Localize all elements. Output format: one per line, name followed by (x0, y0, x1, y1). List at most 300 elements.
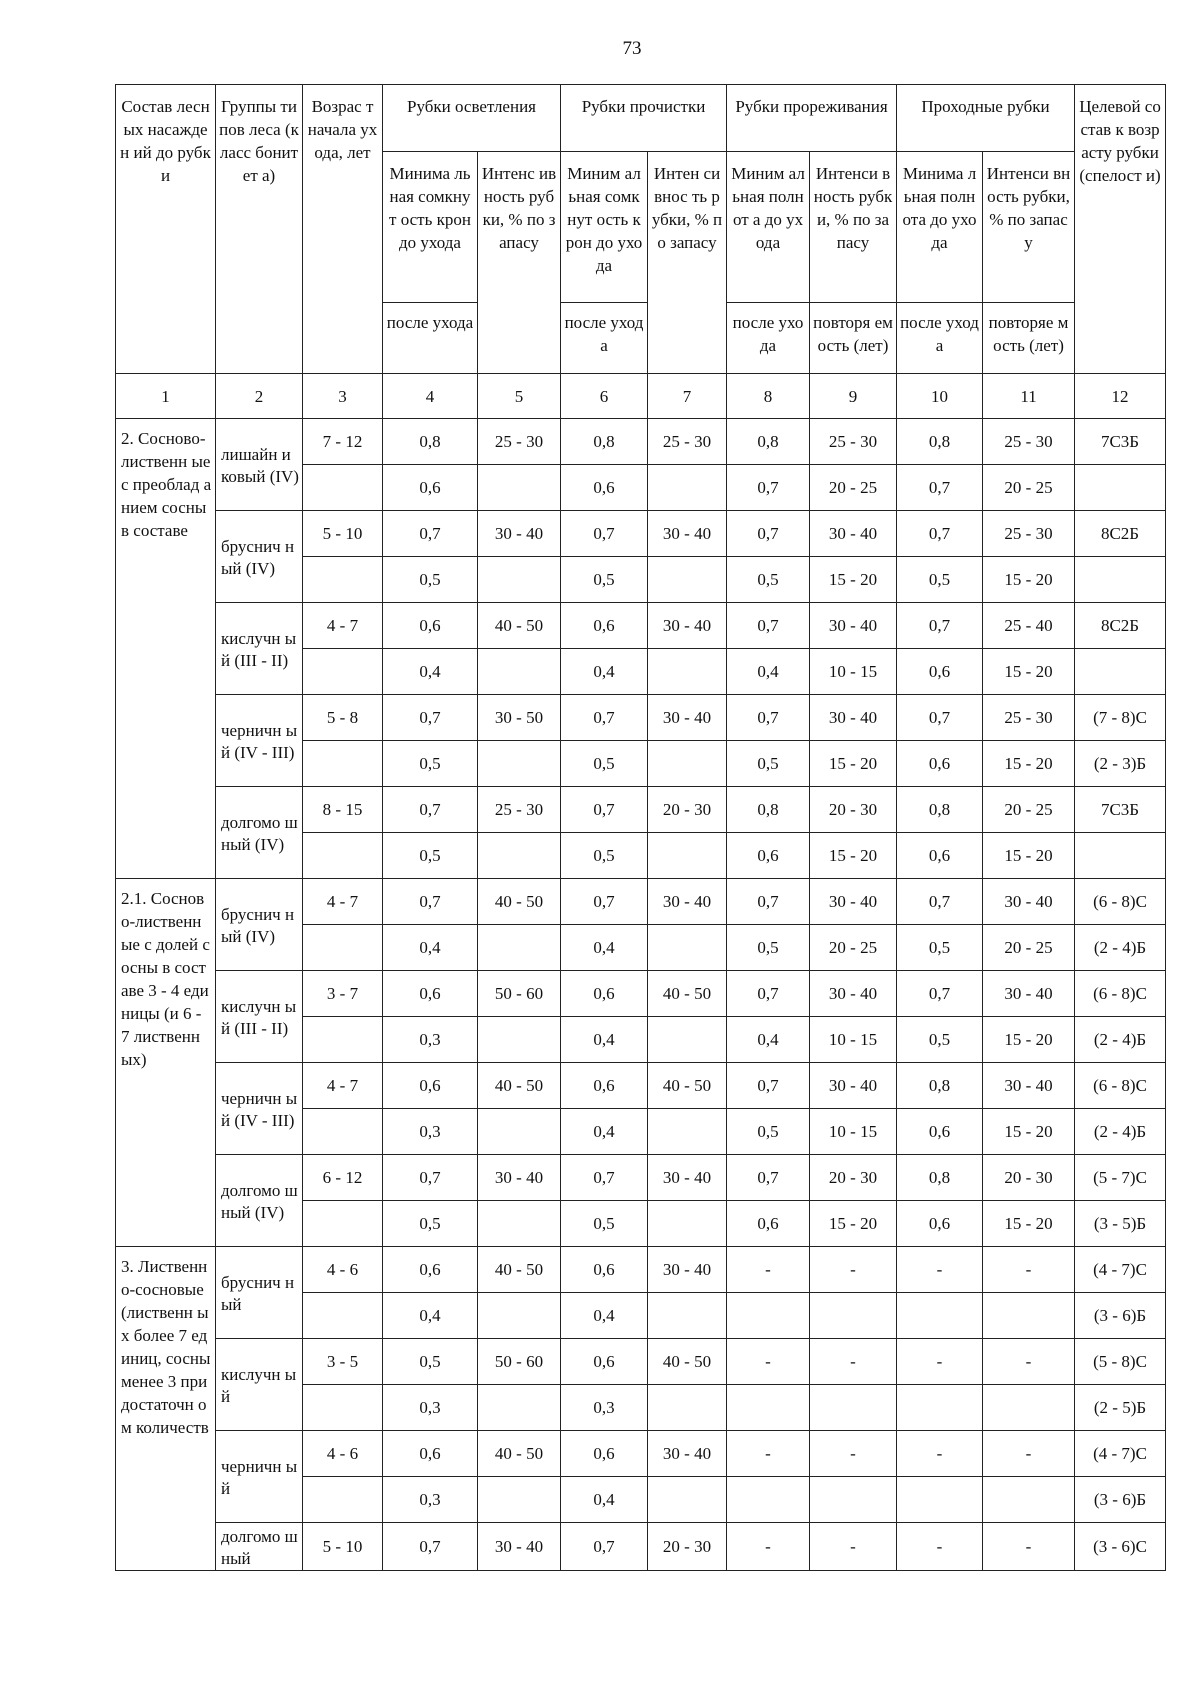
value-cell: 0,7 (561, 787, 648, 833)
value-cell: - (897, 1339, 983, 1385)
value-cell: 0,8 (561, 419, 648, 465)
header-col7: Интен сивнос ть рубки, % по запасу (648, 152, 727, 374)
column-number: 12 (1075, 374, 1166, 419)
value-cell: 4 - 7 (303, 879, 383, 925)
value-cell: 0,4 (561, 925, 648, 971)
header-thinning-cuttings: Рубки прореживания (727, 85, 897, 152)
value-cell: 0,6 (561, 465, 648, 511)
value-cell: 0,6 (897, 741, 983, 787)
table-row (116, 787, 1166, 833)
forest-type-cell: лишайн иковый (IV) (216, 419, 303, 511)
value-cell: 10 - 15 (810, 649, 897, 695)
value-cell: 40 - 50 (648, 1339, 727, 1385)
value-cell (478, 1017, 561, 1063)
value-cell (983, 1293, 1075, 1339)
value-cell (727, 1293, 810, 1339)
value-cell: 25 - 30 (983, 419, 1075, 465)
value-cell: (2 - 5)Б (1075, 1385, 1166, 1431)
value-cell: 6 - 12 (303, 1155, 383, 1201)
value-cell: 0,7 (897, 879, 983, 925)
value-cell: 15 - 20 (810, 741, 897, 787)
value-cell: 30 - 40 (810, 511, 897, 557)
value-cell (478, 1385, 561, 1431)
value-cell (897, 1477, 983, 1523)
value-cell (1075, 465, 1166, 511)
value-cell: 0,6 (383, 465, 478, 511)
value-cell: 0,7 (561, 511, 648, 557)
value-cell: 0,7 (897, 511, 983, 557)
value-cell (303, 1201, 383, 1247)
table-row (116, 971, 1166, 1017)
header-col9-top: Интенси вность рубки, % по запасу (810, 152, 897, 303)
value-cell: - (810, 1523, 897, 1571)
value-cell (303, 1017, 383, 1063)
value-cell: - (897, 1523, 983, 1571)
value-cell: 0,5 (561, 833, 648, 879)
value-cell: 40 - 50 (478, 1431, 561, 1477)
value-cell (478, 1293, 561, 1339)
forest-type-cell: долгомо шный (216, 1523, 303, 1571)
value-cell: 40 - 50 (478, 1247, 561, 1293)
value-cell: 30 - 40 (983, 879, 1075, 925)
table-row (116, 511, 1166, 557)
value-cell (810, 1385, 897, 1431)
value-cell (648, 1201, 727, 1247)
value-cell: 30 - 40 (648, 879, 727, 925)
column-number: 11 (983, 374, 1075, 419)
value-cell: 15 - 20 (983, 557, 1075, 603)
header-col11-bottom: повторяе мость (лет) (983, 303, 1075, 374)
value-cell: 0,8 (383, 419, 478, 465)
value-cell: - (983, 1523, 1075, 1571)
value-cell: (2 - 4)Б (1075, 1017, 1166, 1063)
value-cell: 8 - 15 (303, 787, 383, 833)
value-cell: 0,6 (383, 1063, 478, 1109)
column-number: 1 (116, 374, 216, 419)
value-cell: 15 - 20 (810, 833, 897, 879)
value-cell: 30 - 40 (648, 1431, 727, 1477)
composition-cell: 2.1. Сосново-лиственн ые с долей сосны в составе 3 - 4 единицы (и 6 - 7 лиственн ых) (116, 879, 216, 1247)
value-cell: 0,5 (727, 741, 810, 787)
header-col10-bottom: после ухода (897, 303, 983, 374)
value-cell: 40 - 50 (648, 1063, 727, 1109)
value-cell: - (810, 1339, 897, 1385)
value-cell: 0,5 (383, 833, 478, 879)
forest-type-cell: бруснич ный (IV) (216, 879, 303, 971)
value-cell: 15 - 20 (983, 833, 1075, 879)
header-start-age: Возрас т начала ухода, лет (303, 85, 383, 374)
value-cell (727, 1385, 810, 1431)
header-composition: Состав лесных насажден ий до рубки (116, 85, 216, 374)
value-cell: 0,7 (727, 511, 810, 557)
value-cell: 0,7 (561, 1155, 648, 1201)
value-cell: 30 - 40 (478, 511, 561, 557)
forest-type-cell: долгомо шный (IV) (216, 787, 303, 879)
value-cell: 0,7 (383, 879, 478, 925)
value-cell: 0,7 (727, 971, 810, 1017)
value-cell: (3 - 6)Б (1075, 1293, 1166, 1339)
header-clearing-cuttings: Рубки осветления (383, 85, 561, 152)
value-cell: 0,5 (383, 741, 478, 787)
value-cell: 0,4 (727, 649, 810, 695)
value-cell: 15 - 20 (810, 557, 897, 603)
value-cell: 0,4 (561, 1477, 648, 1523)
column-number: 3 (303, 374, 383, 419)
value-cell: 4 - 7 (303, 603, 383, 649)
value-cell: - (983, 1431, 1075, 1477)
forest-care-table (115, 84, 1166, 1571)
value-cell: 0,7 (897, 971, 983, 1017)
value-cell: 0,6 (561, 1063, 648, 1109)
value-cell: - (897, 1431, 983, 1477)
forest-type-cell: долгомо шный (IV) (216, 1155, 303, 1247)
composition-cell: 2. Сосново-лиственн ые с преоблад анием сосны в составе (116, 419, 216, 879)
value-cell: (2 - 4)Б (1075, 1109, 1166, 1155)
value-cell: 0,8 (897, 419, 983, 465)
value-cell: 30 - 40 (648, 1247, 727, 1293)
value-cell: 0,8 (897, 1063, 983, 1109)
value-cell: 10 - 15 (810, 1109, 897, 1155)
value-cell: 0,6 (383, 1431, 478, 1477)
value-cell: 0,7 (727, 465, 810, 511)
header-col10-top: Минима льная полнота до ухода (897, 152, 983, 303)
value-cell: (6 - 8)С (1075, 971, 1166, 1017)
value-cell: 3 - 5 (303, 1339, 383, 1385)
value-cell: 0,8 (897, 787, 983, 833)
table-row (116, 1247, 1166, 1293)
value-cell (478, 741, 561, 787)
header-col5: Интенс ивность рубки, % по запасу (478, 152, 561, 374)
column-number: 9 (810, 374, 897, 419)
value-cell: (5 - 7)С (1075, 1155, 1166, 1201)
value-cell: 0,7 (727, 879, 810, 925)
value-cell: 25 - 40 (983, 603, 1075, 649)
value-cell: 0,5 (897, 925, 983, 971)
value-cell: 0,7 (727, 1063, 810, 1109)
value-cell: 0,3 (561, 1385, 648, 1431)
value-cell: 0,4 (561, 1109, 648, 1155)
table-row (116, 695, 1166, 741)
value-cell (648, 649, 727, 695)
value-cell: 10 - 15 (810, 1017, 897, 1063)
value-cell: 0,6 (727, 833, 810, 879)
value-cell: 0,6 (383, 1247, 478, 1293)
value-cell: 8С2Б (1075, 603, 1166, 649)
value-cell: 0,7 (897, 695, 983, 741)
value-cell: 0,7 (727, 695, 810, 741)
value-cell (810, 1293, 897, 1339)
value-cell (1075, 833, 1166, 879)
table-row (116, 603, 1166, 649)
value-cell: 0,6 (561, 1247, 648, 1293)
value-cell: 30 - 40 (810, 603, 897, 649)
forest-type-cell: черничн ый (IV - III) (216, 695, 303, 787)
value-cell: - (983, 1339, 1075, 1385)
table-row (116, 419, 1166, 465)
header-col8-top: Миним альная полнот а до ухода (727, 152, 810, 303)
value-cell: 7С3Б (1075, 419, 1166, 465)
value-cell: 0,7 (383, 1523, 478, 1571)
column-number: 5 (478, 374, 561, 419)
value-cell: 0,7 (383, 695, 478, 741)
value-cell (478, 1477, 561, 1523)
value-cell: 0,5 (561, 741, 648, 787)
value-cell: 0,5 (897, 1017, 983, 1063)
value-cell: - (810, 1247, 897, 1293)
value-cell: 0,3 (383, 1017, 478, 1063)
value-cell: 7С3Б (1075, 787, 1166, 833)
value-cell (810, 1477, 897, 1523)
value-cell: 3 - 7 (303, 971, 383, 1017)
value-cell: 25 - 30 (983, 695, 1075, 741)
value-cell: 20 - 25 (983, 465, 1075, 511)
value-cell (648, 833, 727, 879)
value-cell (303, 833, 383, 879)
value-cell: 30 - 40 (648, 1155, 727, 1201)
column-number: 8 (727, 374, 810, 419)
value-cell: 0,5 (897, 557, 983, 603)
value-cell: 0,4 (383, 1293, 478, 1339)
table-row (116, 1063, 1166, 1109)
table-body (116, 374, 1166, 1571)
value-cell: 30 - 40 (810, 1063, 897, 1109)
value-cell (648, 925, 727, 971)
value-cell: 0,3 (383, 1109, 478, 1155)
header-target-composition: Целевой состав к возрасту рубки (спелост и) (1075, 85, 1166, 374)
table-row (116, 1155, 1166, 1201)
value-cell: 0,5 (561, 1201, 648, 1247)
table-row (116, 1339, 1166, 1385)
value-cell: 15 - 20 (983, 741, 1075, 787)
value-cell: - (983, 1247, 1075, 1293)
value-cell: 0,5 (727, 925, 810, 971)
value-cell (478, 1201, 561, 1247)
value-cell: - (727, 1431, 810, 1477)
value-cell (983, 1385, 1075, 1431)
value-cell: 0,8 (897, 1155, 983, 1201)
value-cell: 15 - 20 (983, 1201, 1075, 1247)
header-cleaning-cuttings: Рубки прочистки (561, 85, 727, 152)
value-cell: 0,6 (383, 603, 478, 649)
table-row (116, 1431, 1166, 1477)
value-cell (303, 1385, 383, 1431)
value-cell: 8С2Б (1075, 511, 1166, 557)
value-cell: (2 - 4)Б (1075, 925, 1166, 971)
header-col4-bottom: после ухода (383, 303, 478, 374)
value-cell: - (897, 1247, 983, 1293)
value-cell: (4 - 7)С (1075, 1247, 1166, 1293)
value-cell (1075, 557, 1166, 603)
value-cell: 50 - 60 (478, 971, 561, 1017)
value-cell: - (727, 1247, 810, 1293)
column-number: 7 (648, 374, 727, 419)
value-cell: 5 - 10 (303, 511, 383, 557)
value-cell: 0,6 (383, 971, 478, 1017)
column-number: 2 (216, 374, 303, 419)
value-cell: 0,6 (561, 971, 648, 1017)
value-cell (303, 925, 383, 971)
header-col9-bottom: повторя емость (лет) (810, 303, 897, 374)
value-cell: 40 - 50 (478, 603, 561, 649)
value-cell: (7 - 8)С (1075, 695, 1166, 741)
forest-type-cell: бруснич ный (IV) (216, 511, 303, 603)
value-cell (1075, 649, 1166, 695)
value-cell (648, 465, 727, 511)
value-cell: 30 - 40 (648, 603, 727, 649)
value-cell: 5 - 8 (303, 695, 383, 741)
value-cell (303, 649, 383, 695)
table-row (116, 879, 1166, 925)
value-cell: 0,5 (561, 557, 648, 603)
value-cell: (2 - 3)Б (1075, 741, 1166, 787)
column-number: 6 (561, 374, 648, 419)
value-cell: 0,7 (727, 603, 810, 649)
value-cell: 0,4 (561, 1293, 648, 1339)
value-cell (478, 833, 561, 879)
value-cell: 30 - 50 (478, 695, 561, 741)
value-cell (648, 1109, 727, 1155)
column-number: 4 (383, 374, 478, 419)
value-cell (648, 741, 727, 787)
value-cell: 25 - 30 (478, 419, 561, 465)
value-cell: 40 - 50 (478, 879, 561, 925)
value-cell: 0,4 (383, 925, 478, 971)
value-cell (648, 1477, 727, 1523)
value-cell (303, 1293, 383, 1339)
header-col11-top: Интенси вность рубки, % по запасу (983, 152, 1075, 303)
value-cell: 20 - 25 (983, 787, 1075, 833)
value-cell: 0,7 (561, 695, 648, 741)
forest-type-cell: кислучн ый (III - II) (216, 603, 303, 695)
value-cell: 0,6 (561, 1431, 648, 1477)
value-cell (303, 557, 383, 603)
value-cell (478, 925, 561, 971)
forest-type-cell: черничн ый (216, 1431, 303, 1523)
column-number-row (116, 374, 1166, 419)
value-cell: 25 - 30 (810, 419, 897, 465)
value-cell: 20 - 30 (983, 1155, 1075, 1201)
value-cell: - (727, 1339, 810, 1385)
value-cell: 20 - 25 (810, 925, 897, 971)
value-cell: 20 - 25 (983, 925, 1075, 971)
value-cell: 4 - 7 (303, 1063, 383, 1109)
value-cell (303, 1477, 383, 1523)
value-cell: 25 - 30 (983, 511, 1075, 557)
value-cell: (6 - 8)С (1075, 1063, 1166, 1109)
value-cell: 0,5 (727, 1109, 810, 1155)
value-cell: 30 - 40 (478, 1523, 561, 1571)
value-cell (303, 465, 383, 511)
value-cell: 0,7 (897, 603, 983, 649)
table-row (116, 1523, 1166, 1571)
header-col6-bottom: после ухода (561, 303, 648, 374)
forest-type-cell: кислучн ый (216, 1339, 303, 1431)
value-cell: 0,8 (727, 419, 810, 465)
value-cell: 0,6 (897, 649, 983, 695)
value-cell: - (810, 1431, 897, 1477)
value-cell: 20 - 30 (648, 1523, 727, 1571)
value-cell (727, 1477, 810, 1523)
value-cell (303, 741, 383, 787)
value-cell: 40 - 50 (648, 971, 727, 1017)
value-cell (983, 1477, 1075, 1523)
value-cell: 0,7 (897, 465, 983, 511)
column-number: 10 (897, 374, 983, 419)
header-improvement-cuttings: Проходные рубки (897, 85, 1075, 152)
value-cell: 0,7 (727, 1155, 810, 1201)
value-cell: 30 - 40 (648, 511, 727, 557)
value-cell: 30 - 40 (648, 695, 727, 741)
value-cell: 15 - 20 (983, 1017, 1075, 1063)
value-cell: 0,7 (561, 879, 648, 925)
forest-type-cell: бруснич ный (216, 1247, 303, 1339)
composition-cell: 3. Лиственн о-сосновые (лиственн ых более 7 единиц, сосны менее 3 при достаточн ом количеств (116, 1247, 216, 1571)
value-cell: 20 - 25 (810, 465, 897, 511)
value-cell (648, 557, 727, 603)
value-cell: 7 - 12 (303, 419, 383, 465)
value-cell: 0,6 (897, 1201, 983, 1247)
table-header (116, 85, 1166, 374)
value-cell: 0,6 (897, 833, 983, 879)
value-cell: 0,8 (727, 787, 810, 833)
value-cell (478, 557, 561, 603)
value-cell: (4 - 7)С (1075, 1431, 1166, 1477)
value-cell: 0,4 (383, 649, 478, 695)
value-cell (897, 1385, 983, 1431)
value-cell: 0,6 (561, 603, 648, 649)
value-cell: 15 - 20 (983, 649, 1075, 695)
value-cell: 4 - 6 (303, 1431, 383, 1477)
value-cell: 0,6 (727, 1201, 810, 1247)
value-cell: (5 - 8)С (1075, 1339, 1166, 1385)
value-cell: 0,7 (561, 1523, 648, 1571)
value-cell: 0,7 (383, 1155, 478, 1201)
value-cell (478, 1109, 561, 1155)
value-cell (648, 1293, 727, 1339)
value-cell: (6 - 8)С (1075, 879, 1166, 925)
value-cell (897, 1293, 983, 1339)
value-cell: 30 - 40 (983, 971, 1075, 1017)
value-cell: - (727, 1523, 810, 1571)
forest-type-cell: черничн ый (IV - III) (216, 1063, 303, 1155)
value-cell: 0,4 (561, 649, 648, 695)
value-cell: 5 - 10 (303, 1523, 383, 1571)
value-cell: 0,5 (383, 1201, 478, 1247)
header-col6-top: Миним альная сомкнут ость крон до ухода (561, 152, 648, 303)
value-cell: 4 - 6 (303, 1247, 383, 1293)
value-cell: 20 - 30 (810, 787, 897, 833)
value-cell: 15 - 20 (810, 1201, 897, 1247)
value-cell: 0,5 (727, 557, 810, 603)
value-cell (648, 1385, 727, 1431)
value-cell: 0,4 (561, 1017, 648, 1063)
value-cell: 0,4 (727, 1017, 810, 1063)
value-cell: (3 - 6)С (1075, 1523, 1166, 1571)
value-cell: 0,3 (383, 1385, 478, 1431)
page-number: 73 (622, 38, 642, 59)
value-cell: 0,7 (383, 787, 478, 833)
header-forest-type-groups: Группы типов леса (класс бонитет а) (216, 85, 303, 374)
value-cell: 30 - 40 (810, 879, 897, 925)
value-cell (303, 1109, 383, 1155)
value-cell: 30 - 40 (810, 971, 897, 1017)
value-cell: 50 - 60 (478, 1339, 561, 1385)
value-cell: 15 - 20 (983, 1109, 1075, 1155)
value-cell: 0,6 (561, 1339, 648, 1385)
value-cell: 0,5 (383, 1339, 478, 1385)
value-cell: (3 - 5)Б (1075, 1201, 1166, 1247)
value-cell (478, 465, 561, 511)
